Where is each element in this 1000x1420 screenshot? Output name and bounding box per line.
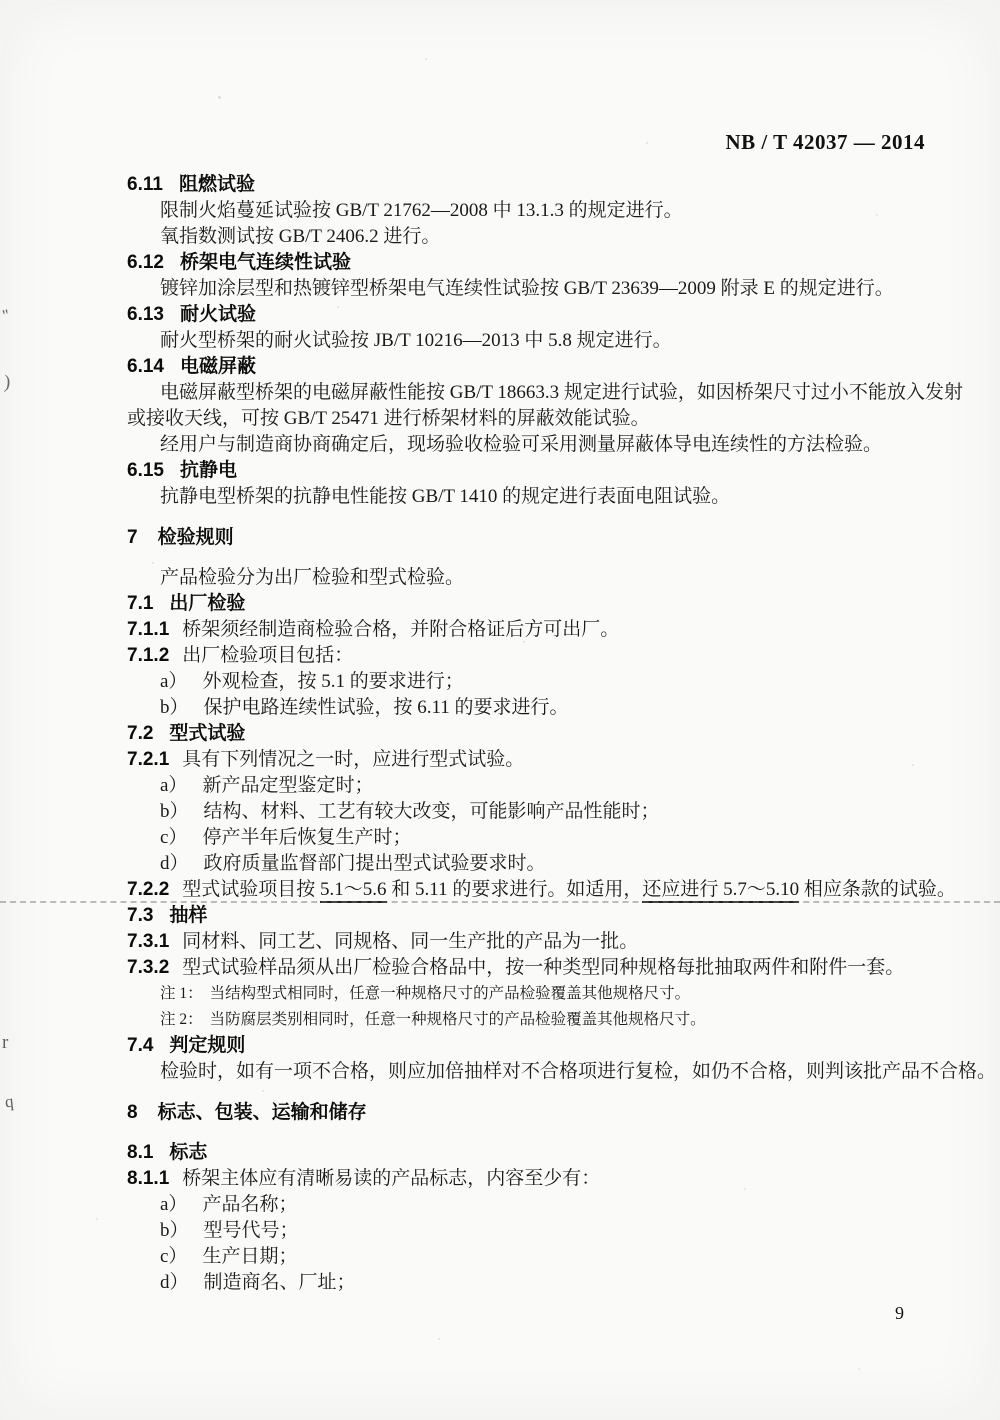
scan-speck [96,1218,98,1220]
text-segment: 结构、材料、工艺有较大改变，可能影响产品性能时； [203,801,660,822]
scan-speck [152,562,154,564]
clause-number: 8.1 [127,1142,154,1163]
clause-number: 7.2.1 [127,749,170,770]
underlined-text: 5.1～5.6 [320,879,387,903]
clause-number: 7.2 [127,723,154,744]
text-segment: 电磁屏蔽 [179,356,256,377]
text-segment: 氧指数测试按 GB/T 2406.2 进行。 [160,226,441,247]
section-heading [127,250,939,276]
text-segment: 产品检验分为出厂检验和型式检验。 [160,567,465,588]
text-segment: 具有下列情况之一时，应进行型式试验。 [182,749,525,770]
clause-number: 7.1.2 [127,645,170,666]
text-segment: 或接收天线，可按 GB/T 25471 进行桥架材料的屏蔽效能试验。 [127,408,650,429]
clause-number: b） [160,697,189,718]
list-item [127,773,939,799]
text-segment: 保护电路连续性试验，按 6.11 的要求进行。 [203,697,569,718]
scan-speck [858,1368,860,1370]
scan-speck [744,1188,746,1190]
clause-number: b） [160,1220,189,1241]
text-segment: 制造商名、厂址； [203,1272,356,1293]
chapter-heading [127,525,939,551]
text-segment: 和 5.11 的要求进行。如适用， [386,879,643,900]
paragraph-line [127,224,939,250]
clause-number: c） [160,827,188,848]
list-item [127,1244,939,1270]
clause-number: 8.1.1 [127,1168,170,1189]
scan-speck [706,432,708,434]
paragraph-line [127,1059,997,1085]
list-item [127,695,939,721]
clause-number: a） [160,775,188,796]
scan-speck [646,142,648,144]
section-heading [127,172,939,198]
text-segment: 抗静电型桥架的抗静电性能按 GB/T 1410 的规定进行表面电阻试验。 [160,486,731,507]
scan-speck [438,1338,440,1340]
paragraph-line [127,380,963,406]
scan-crease-line [0,901,1000,903]
paragraph-line [127,565,939,591]
scan-margin-mark: '' [0,305,11,326]
text-segment: 桥架主体应有清晰易读的产品标志，内容至少有： [182,1168,601,1189]
clause-number: 7.3.2 [127,957,170,978]
scan-speck [425,58,427,60]
section-heading [127,1033,939,1059]
text-segment: 阻燃试验 [178,174,255,195]
section-heading [127,903,939,929]
note-text [127,981,939,1007]
note-text [127,1007,939,1033]
text-segment: 经用户与制造商协商确定后，现场验收检验可采用测量屏蔽体导电连续性的方法检验。 [160,434,883,455]
text-segment: 抗静电 [179,460,237,481]
clause-number: b） [160,801,189,822]
clause-number: 注 1： [160,985,203,1002]
text-segment: 桥架电气连续性试验 [179,252,351,273]
clause-number: d） [160,1272,189,1293]
scan-margin-mark: ) [3,371,12,394]
paragraph-line [127,328,939,354]
text-segment: 标志、包装、运输和储存 [157,1102,367,1123]
underlined-text: 还应进行 5.7～5.10 [642,879,799,903]
chapter-heading [127,1100,939,1126]
document-body [127,172,997,1296]
paragraph-line [127,484,939,510]
clause-text [127,747,939,773]
clause-number: 7.2.2 [127,879,170,900]
section-heading [127,1140,939,1166]
paragraph-line [127,198,939,224]
scan-speck [523,641,525,643]
text-segment: 同材料、同工艺、同规格、同一生产批的产品为一批。 [182,931,639,952]
text-segment: 电磁屏蔽型桥架的电磁屏蔽性能按 GB/T 18663.3 规定进行试验，如因桥架尺寸过小不能放入发射 [160,382,963,403]
text-segment: 型式试验 [169,723,246,744]
list-item [127,1218,939,1244]
clause-text [127,1166,939,1192]
clause-number: 8 [127,1102,138,1123]
list-item [127,1270,939,1296]
clause-number: 7 [127,527,138,548]
text-segment: 停产半年后恢复生产时； [202,827,412,848]
clause-number: a） [160,1194,188,1215]
scan-margin-mark: q [3,1091,15,1112]
text-segment: 判定规则 [169,1035,246,1056]
clause-number: 注 2： [160,1011,203,1028]
list-item [127,669,939,695]
scan-speck [876,214,878,216]
section-heading [127,721,939,747]
text-segment: 出厂检验 [169,593,246,614]
clause-number: 7.4 [127,1035,154,1056]
clause-text [127,929,939,955]
paragraph-line [127,276,939,302]
text-segment: 相应条款的试验。 [799,879,956,900]
section-heading [127,458,939,484]
clause-text [127,643,939,669]
clause-text [127,617,939,643]
text-segment: 新产品定型鉴定时； [202,775,374,796]
clause-number: 7.1.1 [127,619,170,640]
clause-number: 6.11 [127,174,163,195]
clause-number: 6.12 [127,252,164,273]
text-segment: 耐火试验 [179,304,256,325]
text-segment: 镀锌加涂层型和热镀锌型桥架电气连续性试验按 GB/T 23639—2009 附录 E 的规定进行。 [160,278,894,299]
paragraph-line [127,406,939,432]
text-segment: 型号代号； [203,1220,299,1241]
scan-speck [912,764,914,766]
section-heading [127,591,939,617]
list-item [127,851,939,877]
clause-number: 6.14 [127,356,164,377]
clause-number: 6.13 [127,304,164,325]
clause-number: 6.15 [127,460,164,481]
text-segment: 耐火型桥架的耐火试验按 JB/T 10216—2013 中 5.8 规定进行。 [160,330,672,351]
text-segment: 出厂检验项目包括： [182,645,354,666]
list-item [127,799,939,825]
clause-text [127,955,939,981]
list-item [127,825,939,851]
clause-text [127,877,956,903]
standard-number-header: NB / T 42037 — 2014 [725,130,925,154]
scan-speck [337,306,339,308]
text-segment: 标志 [169,1142,208,1163]
clause-number: 7.1 [127,593,154,614]
scan-speck [262,1090,264,1092]
clause-number: d） [160,853,189,874]
clause-number: 7.3.1 [127,931,170,952]
paragraph-line [127,432,939,458]
page-number: 9 [895,1303,904,1323]
scan-speck [218,96,221,99]
text-segment: 限制火焰蔓延试验按 GB/T 21762—2008 中 13.1.3 的规定进行。 [160,200,683,221]
list-item [127,1192,939,1218]
text-segment: 当防腐层类别相同时，任意一种规格尺寸的产品检验覆盖其他规格尺寸。 [209,1011,706,1028]
text-segment: 政府质量监督部门提出型式试验要求时。 [203,853,546,874]
section-heading [127,302,939,328]
clause-number: 7.3 [127,905,154,926]
text-segment: 抽样 [169,905,208,926]
text-segment: 外观检查，按 5.1 的要求进行； [202,671,464,692]
clause-number: a） [160,671,188,692]
text-segment: 桥架须经制造商检验合格，并附合格证后方可出厂。 [182,619,620,640]
scan-margin-mark: r [2,1032,9,1053]
clause-number: c） [160,1246,188,1267]
text-segment: 检验规则 [157,527,234,548]
text-segment: 当结构型式相同时，任意一种规格尺寸的产品检验覆盖其他规格尺寸。 [209,985,691,1002]
section-heading [127,354,939,380]
text-segment: 生产日期； [202,1246,298,1267]
text-segment: 型式试验项目按 [182,879,321,900]
text-segment: 检验时，如有一项不合格，则应加倍抽样对不合格项进行复检，如仍不合格，则判该批产品不合格。 [160,1061,997,1082]
text-segment: 产品名称； [202,1194,298,1215]
text-segment: 型式试验样品须从出厂检验合格品中，按一种类型同种规格每批抽取两件和附件一套。 [182,957,905,978]
